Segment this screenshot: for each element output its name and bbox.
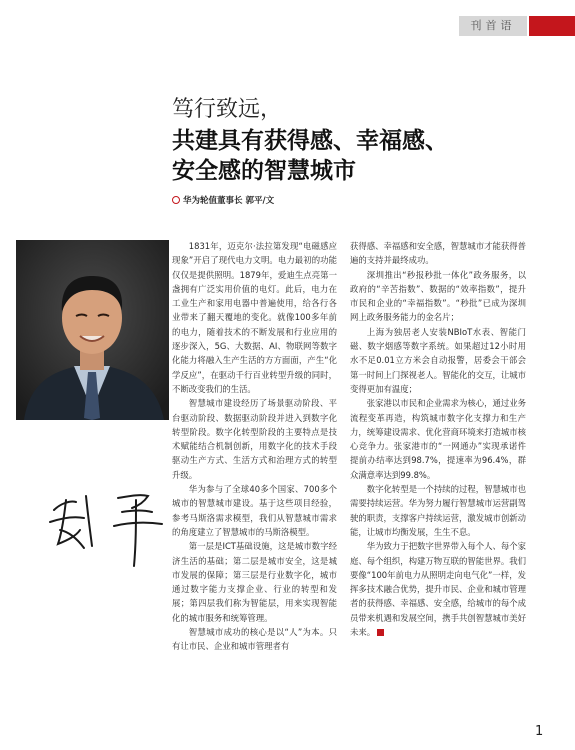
title-line-1: 笃行致远， [172, 97, 283, 122]
byline [172, 194, 274, 206]
paragraph: 上海为独居老人安装NBIoT水表、智能门磁、数字烟感等数字系统。如果超过12小时用水不足0.01立方米会自动报警，居委会干部会第一时间上门探视老人。智能化的交互，让城市变得更加有温度； [350, 326, 526, 394]
title-line-2: 共建具有获得感、幸福感、 [172, 128, 448, 154]
paragraph: 华为参与了全球40多个国家、700多个城市的智慧城市建设。基于这些项目经验，参考马斯洛需求模型，我们从智慧城市需求的角度建立了智慧城市的马斯洛模型。 [172, 484, 337, 537]
right-text-column [350, 239, 526, 639]
section-header [459, 16, 575, 36]
byline-circle-icon [172, 196, 180, 204]
paragraph: 智慧城市成功的核心是以“人”为本。只有让市民、企业和城市管理者有 [172, 627, 337, 652]
end-of-article-icon [377, 629, 384, 636]
author-signature [40, 470, 180, 570]
paragraph: 张家港以市民和企业需求为核心，通过业务流程变革再造，构筑城市数字化支撑力和生产力，统筹建设需求、优化营商环境来打造城市核心竞争力。张家港市的“一网通办”实现承诺件提前办结率达到98.7%，提速率为96.4%，群众满意率达到99.8%。 [350, 398, 526, 480]
left-text-column [172, 239, 337, 654]
paragraph: 第一层是ICT基础设施，这是城市数字经济生活的基础；第二层是城市安全，这是城市发展的保障；第三层是行业数字化，城市通过数字能力支撑企业、行业的转型和发展；第四层我们称为智能层，用来实现智能化的城市服务和统筹管理。 [172, 541, 337, 623]
section-accent-block [529, 16, 575, 36]
author-portrait [16, 240, 169, 420]
paragraph: 深圳推出“秒报秒批一体化”政务服务，以政府的“辛苦指数”、数据的“效率指数”，提升市民和企业的“幸福指数”。“秒批”已成为深圳网上政务服务能力的金名片； [350, 269, 526, 323]
paragraph: 智慧城市建设经历了场景驱动阶段、平台驱动阶段、数据驱动阶段并进入到数字化转型阶段。数字化转型阶段的主要特点是技术赋能结合机制创新，用数字化的技术手段驱动生产方式、生活方式和治理方式的转型升级。 [172, 398, 337, 480]
paragraph-continuation: 获得感、幸福感和安全感，智慧城市才能获得普遍的支持并最终成功。 [350, 241, 526, 266]
byline-text: 华为轮值董事长 郭平/文 [183, 196, 275, 206]
section-label: 刊首语 [459, 16, 527, 36]
title-line-3: 安全感的智慧城市 [172, 158, 356, 184]
paragraph-last-text: 华为致力于把数字世界带入每个人、每个家庭、每个组织，构建万物互联的智能世界。我们要像“100年前电力从照明走向电气化”一样，发挥多技术融合优势，提升市民、企业和城市管理者的获得感、幸福感、安全感，给城市的每个成员带来机遇和发展空间，携手共创智慧城市美好未来。 [350, 541, 526, 638]
paragraph-last [350, 539, 526, 639]
page-number: 1 [535, 724, 544, 739]
paragraph: 1831年，迈克尔·法拉第发现“电磁感应现象”开启了现代电力文明。电力最初的功能仅仅是提供照明。1879年，爱迪生点亮第一盏拥有广泛实用价值的电灯。此后，电力在工业生产和家用电器中普遍使用，给各行各业带来了翻天覆地的变化。就像100多年前的电力，随着技术的不断发展和行业应用的逐步深入，5G、大数据、AI、物联网等数字化能力将融入生产生活的方方面面，产生“化学反应”，在驱动千行百业转型升级的同时，不断改变我们的生活。 [172, 241, 337, 394]
paragraph: 数字化转型是一个持续的过程，智慧城市也需要持续运营。华为努力履行智慧城市运营副驾驶的职责，支撑客户持续运营，激发城市创新动能，让城市均衡发展，生生不息。 [350, 484, 526, 537]
